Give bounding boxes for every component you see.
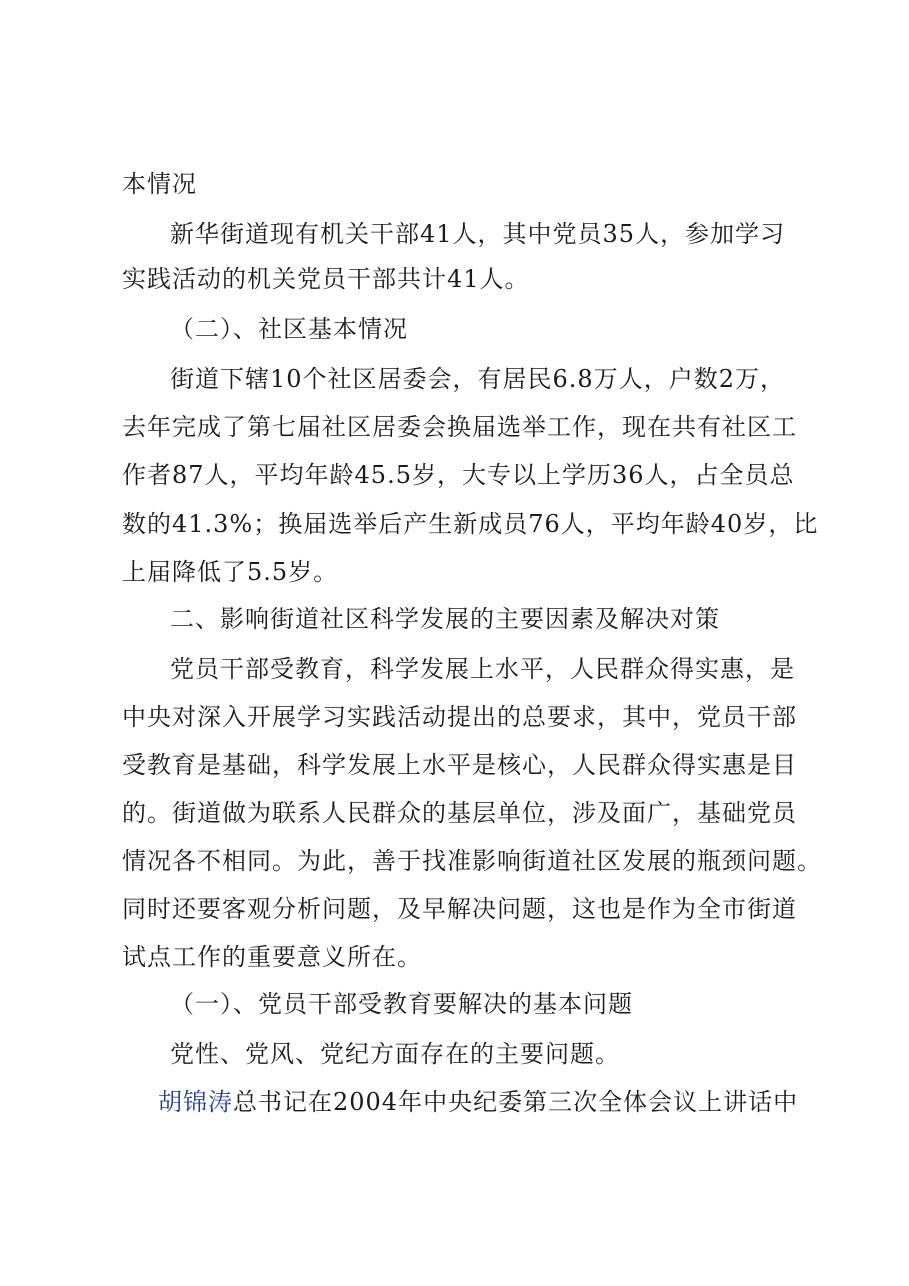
paragraph-speech-reference xyxy=(158,1086,798,1118)
speech-reference-text: 总书记在2004年中央纪委第三次全体会议上讲话中 xyxy=(233,1088,799,1116)
text-line: 的。街道做为联系人民群众的基层单位，涉及面广，基础党员 xyxy=(122,799,797,827)
section-heading-education: （一）、党员干部受教育要解决的基本问题 xyxy=(170,990,633,1018)
text-line: 上届降低了5.5岁。 xyxy=(122,558,339,586)
text-line: 同时还要客观分析问题，及早解决问题，这也是作为全市街道 xyxy=(122,895,797,923)
text-line: 作者87人，平均年龄45.5岁，大专以上学历36人，占全员总 xyxy=(122,461,795,489)
name-link[interactable]: 胡锦涛 xyxy=(158,1088,233,1116)
text-line: 实践活动的机关党员干部共计41人。 xyxy=(122,265,530,293)
text-line: 数的41.3%；换届选举后产生新成员76人，平均年龄40岁，比 xyxy=(122,510,819,538)
paragraph-requirements: 党员干部受教育，科学发展上水平，人民群众得实惠，是 xyxy=(170,655,795,683)
paragraph-community-info: 街道下辖10个社区居委会，有居民6.8万人，户数2万， xyxy=(170,365,785,393)
text-line: 试点工作的重要意义所在。 xyxy=(122,943,422,971)
section-heading-community: （二）、社区基本情况 xyxy=(170,315,408,343)
text-line: 情况各不相同。为此，善于找准影响街道社区发展的瓶颈问题。 xyxy=(122,847,822,875)
paragraph-party-issues: 党性、党风、党纪方面存在的主要问题。 xyxy=(170,1040,620,1068)
text-line: 受教育是基础，科学发展上水平是核心，人民群众得实惠是目 xyxy=(122,751,797,779)
paragraph-agency-staff: 新华街道现有机关干部41人，其中党员35人，参加学习 xyxy=(170,220,786,248)
text-line: 去年完成了第七届社区居委会换届选举工作，现在共有社区工 xyxy=(122,413,797,441)
text-line-continuation: 本情况 xyxy=(122,170,197,198)
text-line: 中央对深入开展学习实践活动提出的总要求，其中，党员干部 xyxy=(122,703,797,731)
section-heading-main-factors: 二、影响街道社区科学发展的主要因素及解决对策 xyxy=(170,605,720,633)
